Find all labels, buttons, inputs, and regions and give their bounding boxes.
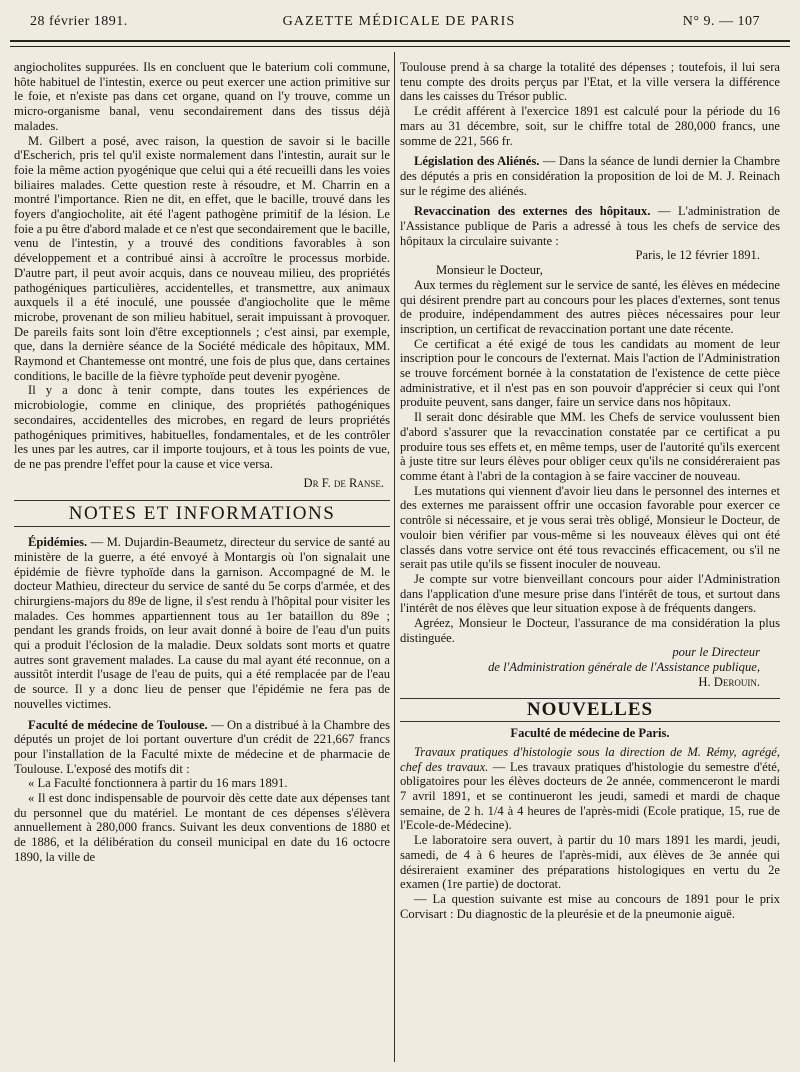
letter-paragraph: Les mutations qui viennent d'avoir lieu dans le personnel des internes et des externes me paraissent offrir une occasion favorable pour exercer ce contrôle si nécessaire, et je vous serai très obligé, Monsieur le Docteur, de vouloir bien vérifier par vous-même si les nouveaux élèves qui ont été classés dans votre service ont été tous revaccinés efficacement, ou s'il ne serait pas utile qu'ils se fissent inoculer de nouveau. xyxy=(400,483,780,572)
letter-signature-line1: pour le Directeur xyxy=(672,645,760,660)
letter-paragraph: Aux termes du règlement sur le service de santé, les élèves en médecine qui désirent prendre part au concours pour les places d'externes, sont tenus de produire, indépendamment des autres pièces nécessaires pour leur inscription, un certificat de revaccination portant une date récente. xyxy=(400,277,780,336)
item-text: — M. Dujardin-Beaumetz, directeur du service de santé au ministère de la guerre, a été envoyé à Montargis où l'on signalait une épidémie de fièvre typhoïde dans la garnison. Accompagné de M. le docteur Mathieu, directeur du service de santé du 5e corps d'armée, et des chirurgiens-majors du 89e de ligne, il s'est rendu à l'hôpital pour visiter les malades. Ces hommes appartiennent tous au 1er bataillon du 89e ; pendant les grands froids, on leur avait donné à boire de l'eau d'un puits qui a produit l'éclosion de la maladie. Deux soldats sont morts et quatre autres sont gravement malades. La cause du mal ayant été reconnue, on a aussitôt interdit l'usage de l'eau de puits, qui a été remplacée par de l'eau de source. Il y a donc lieu de penser que l'épidémie ne fera pas de nouvelles victimes. xyxy=(14,535,390,711)
item-heading: Législation des Aliénés. xyxy=(414,154,540,169)
paragraph: Le crédit afférent à l'exercice 1891 est calculé pour la période du 16 mars au 31 décembre, soit, sur le chiffre total de 280,000 francs, une somme de 221, 566 fr. xyxy=(400,104,780,148)
item-heading: Épidémies. xyxy=(28,535,88,550)
header-rule xyxy=(10,40,790,42)
news-item-revaccination xyxy=(400,204,780,248)
left-column xyxy=(14,60,390,1065)
letter-date: Paris, le 12 février 1891. xyxy=(635,248,760,263)
news-item-travaux-pratiques xyxy=(400,745,780,833)
news-item-alienes xyxy=(400,154,780,198)
section-title-nouvelles: NOUVELLES xyxy=(400,698,780,723)
column-divider xyxy=(394,52,395,1062)
paragraph: Il y a donc à tenir compte, dans toutes les expériences de microbiologie, comme en clinique, des propriétés pathogéniques secondaires, accidentelles des microbes, en regard de leurs propriétés pathogéniques primitives, habituelles, fondamentales, et de les contrôler les unes par les autres, car il importe toujours, et à tous les points de vue, de ne pas prendre l'effet pour la cause et vice versa. xyxy=(14,383,390,471)
faculty-subheading: Faculté de médecine de Paris. xyxy=(510,726,670,741)
news-item-toulouse xyxy=(14,718,390,777)
paragraph: angiocholites suppurées. Ils en concluent que le baterium coli commune, hôte habituel de l'intestin, exerce ou peut exercer une action primitive sur le foie, et n'existe pas dans cet organe, quand on l'y trouve, comme un micro-organisme banal, venu secondairement dans des tissus déjà malades. xyxy=(14,60,390,133)
item-text: — Dans la séance de lundi dernier la Chambre des députés a pris en considération la proposition de loi de M. J. Reinach sur le régime des aliénés. xyxy=(400,154,780,198)
paragraph: Toulouse prend à sa charge la totalité des dépenses ; toutefois, il lui sera tenu compte des droits perçus par l'Etat, et la ville versera la différence dans les caisses du Trésor public. xyxy=(400,60,780,104)
header-rule-thin xyxy=(10,46,790,47)
letter-paragraph: Il serait donc désirable que MM. les Chefs de service voulussent bien d'abord s'assurer que la revaccination constatée par ce certificat a pu produire tous ses effets et, en même temps, user de l'autorité qu'ils exercent à juste titre sur leurs élèves pour obliger ceux qu'ils ne considéreraient pas comme étant à l'abri de la contagion à se faire vacciner de nouveau. xyxy=(400,410,780,483)
news-item-epidemies xyxy=(14,535,390,711)
item-text: — L'administration de l'Assistance publique de Paris a adressé à tous les chefs de service des hôpitaux la circulaire suivante : xyxy=(400,204,780,248)
item-text: — On a distribué à la Chambre des députés un projet de loi portant ouverture d'un crédit de 221,667 francs pour l'installation de la Faculté mixte de médecine et de pharmacie de Toulouse. L'exposé des motifs dit : xyxy=(14,717,390,776)
section-title-notes: NOTES ET INFORMATIONS xyxy=(14,500,390,527)
journal-title: GAZETTE MÉDICALE DE PARIS xyxy=(282,14,516,29)
quote-line: « La Faculté fonctionnera à partir du 16 mars 1891. xyxy=(28,776,288,791)
letter-signature-line2: de l'Administration générale de l'Assistance publique, xyxy=(488,660,760,675)
paragraph: — La question suivante est mise au concours de 1891 pour le prix Corvisart : Du diagnostic de la pleurésie et de la pneumonie aiguë. xyxy=(400,891,780,921)
item-heading: Revaccination des externes des hôpitaux. xyxy=(414,204,651,219)
page-header xyxy=(14,14,784,36)
right-column xyxy=(400,60,780,1065)
page-number: N° 9. — 107 xyxy=(682,14,760,29)
item-text: — Les travaux pratiques d'histologie du semestre d'été, obligatoires pour les élèves docteurs de 2e année, commenceront le mardi 7 avril 1891, et se continueront les jeudi, samedi et mardi de chaque semaine, de 2 h. 1/4 à 4 heures de l'après-midi (Ecole pratique, 15, rue de l'Ecole-de-Médecine). xyxy=(400,759,780,833)
item-heading: Travaux pratiques d'histologie sous la direction de M. Rémy, agrégé, chef des travaux. xyxy=(400,744,780,774)
quote-line: « Il est donc indispensable de pourvoir dès cette date aux dépenses tant du personnel que du matériel. Le montant de ces dépenses s'élèvera annuellement à 280,000 francs. Suivant les deux conventions de 1880 et de 1886, et la délibération du conseil municipal en date du 16 octocre 1890, la ville de xyxy=(14,791,390,864)
letter-paragraph: Ce certificat a été exigé de tous les candidats au moment de leur inscription pour le concours de l'externat. Mais l'action de l'Administration se trouve forcément bornée à la constatation de l'existence de cette pièce administrative, et il n'est pas en son pouvoir d'apprécier si ceux qui l'ont produite peuvent, sans danger, faire un service dans nos hôpitaux. xyxy=(400,336,780,410)
author-signature: Dr F. de Ranse. xyxy=(303,475,384,490)
letter-signature-name: H. Derouin. xyxy=(698,674,760,689)
letter-paragraph: Agréez, Monsieur le Docteur, l'assurance de ma considération la plus distinguée. xyxy=(400,616,780,645)
paragraph: M. Gilbert a posé, avec raison, la question de savoir si le bacille d'Escherich, pris tel qu'il existe normalement dans l'intestin, aurait sur le foie la même action pyogénique que celui qui a été recueilli dans les voies biliaires malades. Cette question reste à résoudre, et M. Charrin en a montré l'importance. Rien ne dit, en effet, que le bacille, trouvé dans les foyers d'angiocholite, ait été l'agent pathogène primitif de la lésion. Le foie a pu être d'abord malade et ce n'est que secondairement que le bacille, venu de l'intestin, y a trouvé des conditions favorables à son développement et a contribué ainsi à accroître le processus morbide. D'autre part, il peut avoir acquis, dans ce nouveau milieu, des propriétés pathogéniques particulières, accidentelles, et transmettre, aux animaux auxquels il a été inoculé, une poussée d'angiocholite que le même microbe, provenant de son milieu habituel, serait impuissant à provoquer. De pareils faits sont loin d'être exceptionnels ; c'est ainsi, par exemple, que, dans la dernière séance de la Société médicale des hôpitaux, MM. Raymond et Chantemesse ont montré, une fois de plus que, dans certaines conditions, le bacille de la fièvre typhoïde peut devenir pyogène. xyxy=(14,133,390,383)
issue-date: 28 février 1891. xyxy=(30,14,128,29)
letter-paragraph: Je compte sur votre bienveillant concours pour aider l'Administration dans l'application d'une mesure prise dans l'intérêt de tous, et surtout dans l'intérêt de nos élèves que leur situation expose à de fréquents dangers. xyxy=(400,571,780,616)
item-heading: Faculté de médecine de Toulouse. xyxy=(28,717,208,732)
letter-salutation: Monsieur le Docteur, xyxy=(436,263,543,278)
paragraph: Le laboratoire sera ouvert, à partir du 10 mars 1891 les mardi, jeudi, samedi, de 4 à 6 heures de l'après-midi, aux élèves de 3e année qui désireraient examiner des préparations histologiques en vertu du 2e examen (1re partie) de doctorat. xyxy=(400,833,780,892)
